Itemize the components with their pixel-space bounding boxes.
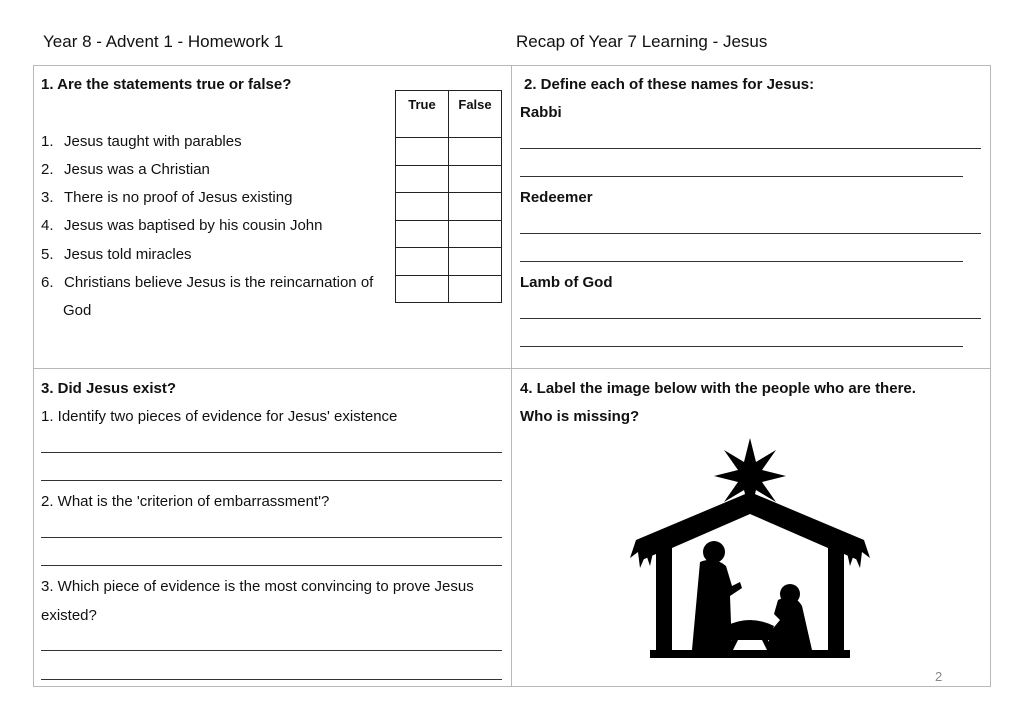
q2-title: 2. Define each of these names for Jesus: xyxy=(524,76,815,93)
q3-prompt-1: 1. Identify two pieces of evidence for Jesus' existence xyxy=(41,408,398,425)
true-cell-6[interactable] xyxy=(396,275,449,303)
q1-statement-3 xyxy=(41,189,293,206)
statement-text: Jesus taught with parables xyxy=(64,133,242,150)
page-number: 2 xyxy=(935,669,943,684)
false-cell-6[interactable] xyxy=(449,275,502,303)
q3-prompt-3: 3. Which piece of evidence is the most convincing to prove Jesus xyxy=(41,578,474,595)
q1-statement-5 xyxy=(41,246,192,263)
statement-text: Jesus told miracles xyxy=(64,246,192,263)
answer-line[interactable] xyxy=(520,318,981,319)
grid-vertical-divider xyxy=(511,65,512,687)
name-lamb-of-god: Lamb of God xyxy=(520,274,613,291)
false-cell-1[interactable] xyxy=(449,138,502,166)
name-redeemer: Redeemer xyxy=(520,189,593,206)
answer-line[interactable] xyxy=(41,565,502,566)
true-column-header: True xyxy=(396,91,449,138)
q1-statement-2 xyxy=(41,161,210,178)
false-cell-4[interactable] xyxy=(449,220,502,248)
answer-line[interactable] xyxy=(41,452,502,453)
answer-line[interactable] xyxy=(520,176,963,177)
statement-number: 6. xyxy=(41,274,54,291)
nativity-scene-icon xyxy=(630,436,870,666)
true-cell-3[interactable] xyxy=(396,193,449,221)
q1-statement-6 xyxy=(41,274,374,291)
statement-number: 2. xyxy=(41,161,54,178)
grid-horizontal-divider xyxy=(33,368,991,369)
answer-line[interactable] xyxy=(41,480,502,481)
q1-statement-1 xyxy=(41,133,242,150)
statement-text: There is no proof of Jesus existing xyxy=(64,189,293,206)
statement-number: 5. xyxy=(41,246,54,263)
q3-prompt-3-continued: existed? xyxy=(41,607,97,624)
q3-prompt-2: 2. What is the 'criterion of embarrassment'? xyxy=(41,493,330,510)
q3-title: 3. Did Jesus exist? xyxy=(41,380,177,397)
true-cell-1[interactable] xyxy=(396,138,449,166)
header-left-title: Year 8 - Advent 1 - Homework 1 xyxy=(43,32,284,51)
answer-line[interactable] xyxy=(41,650,502,651)
statement-text: Jesus was a Christian xyxy=(64,161,210,178)
statement-number: 1. xyxy=(41,133,54,150)
statement-number: 3. xyxy=(41,189,54,206)
q1-statement-6-continued: God xyxy=(63,302,92,319)
answer-line[interactable] xyxy=(520,261,963,262)
answer-line[interactable] xyxy=(520,148,981,149)
statement-text: Christians believe Jesus is the reincarnation of xyxy=(64,274,374,291)
true-cell-2[interactable] xyxy=(396,165,449,193)
statement-number: 4. xyxy=(41,217,54,234)
false-cell-2[interactable] xyxy=(449,165,502,193)
q4-title: 4. Label the image below with the people who are there. xyxy=(520,380,916,397)
answer-line[interactable] xyxy=(520,346,963,347)
answer-line[interactable] xyxy=(520,233,981,234)
header-right-title: Recap of Year 7 Learning - Jesus xyxy=(516,32,768,51)
answer-line[interactable] xyxy=(41,537,502,538)
false-column-header: False xyxy=(449,91,502,138)
q1-title: 1. Are the statements true or false? xyxy=(41,76,292,93)
false-cell-5[interactable] xyxy=(449,248,502,276)
true-cell-4[interactable] xyxy=(396,220,449,248)
statement-text: Jesus was baptised by his cousin John xyxy=(64,217,323,234)
q4-subtitle: Who is missing? xyxy=(520,408,640,425)
name-rabbi: Rabbi xyxy=(520,104,562,121)
true-cell-5[interactable] xyxy=(396,248,449,276)
false-cell-3[interactable] xyxy=(449,193,502,221)
q1-statement-4 xyxy=(41,217,323,234)
answer-line[interactable] xyxy=(41,679,502,680)
true-false-table xyxy=(395,90,502,303)
